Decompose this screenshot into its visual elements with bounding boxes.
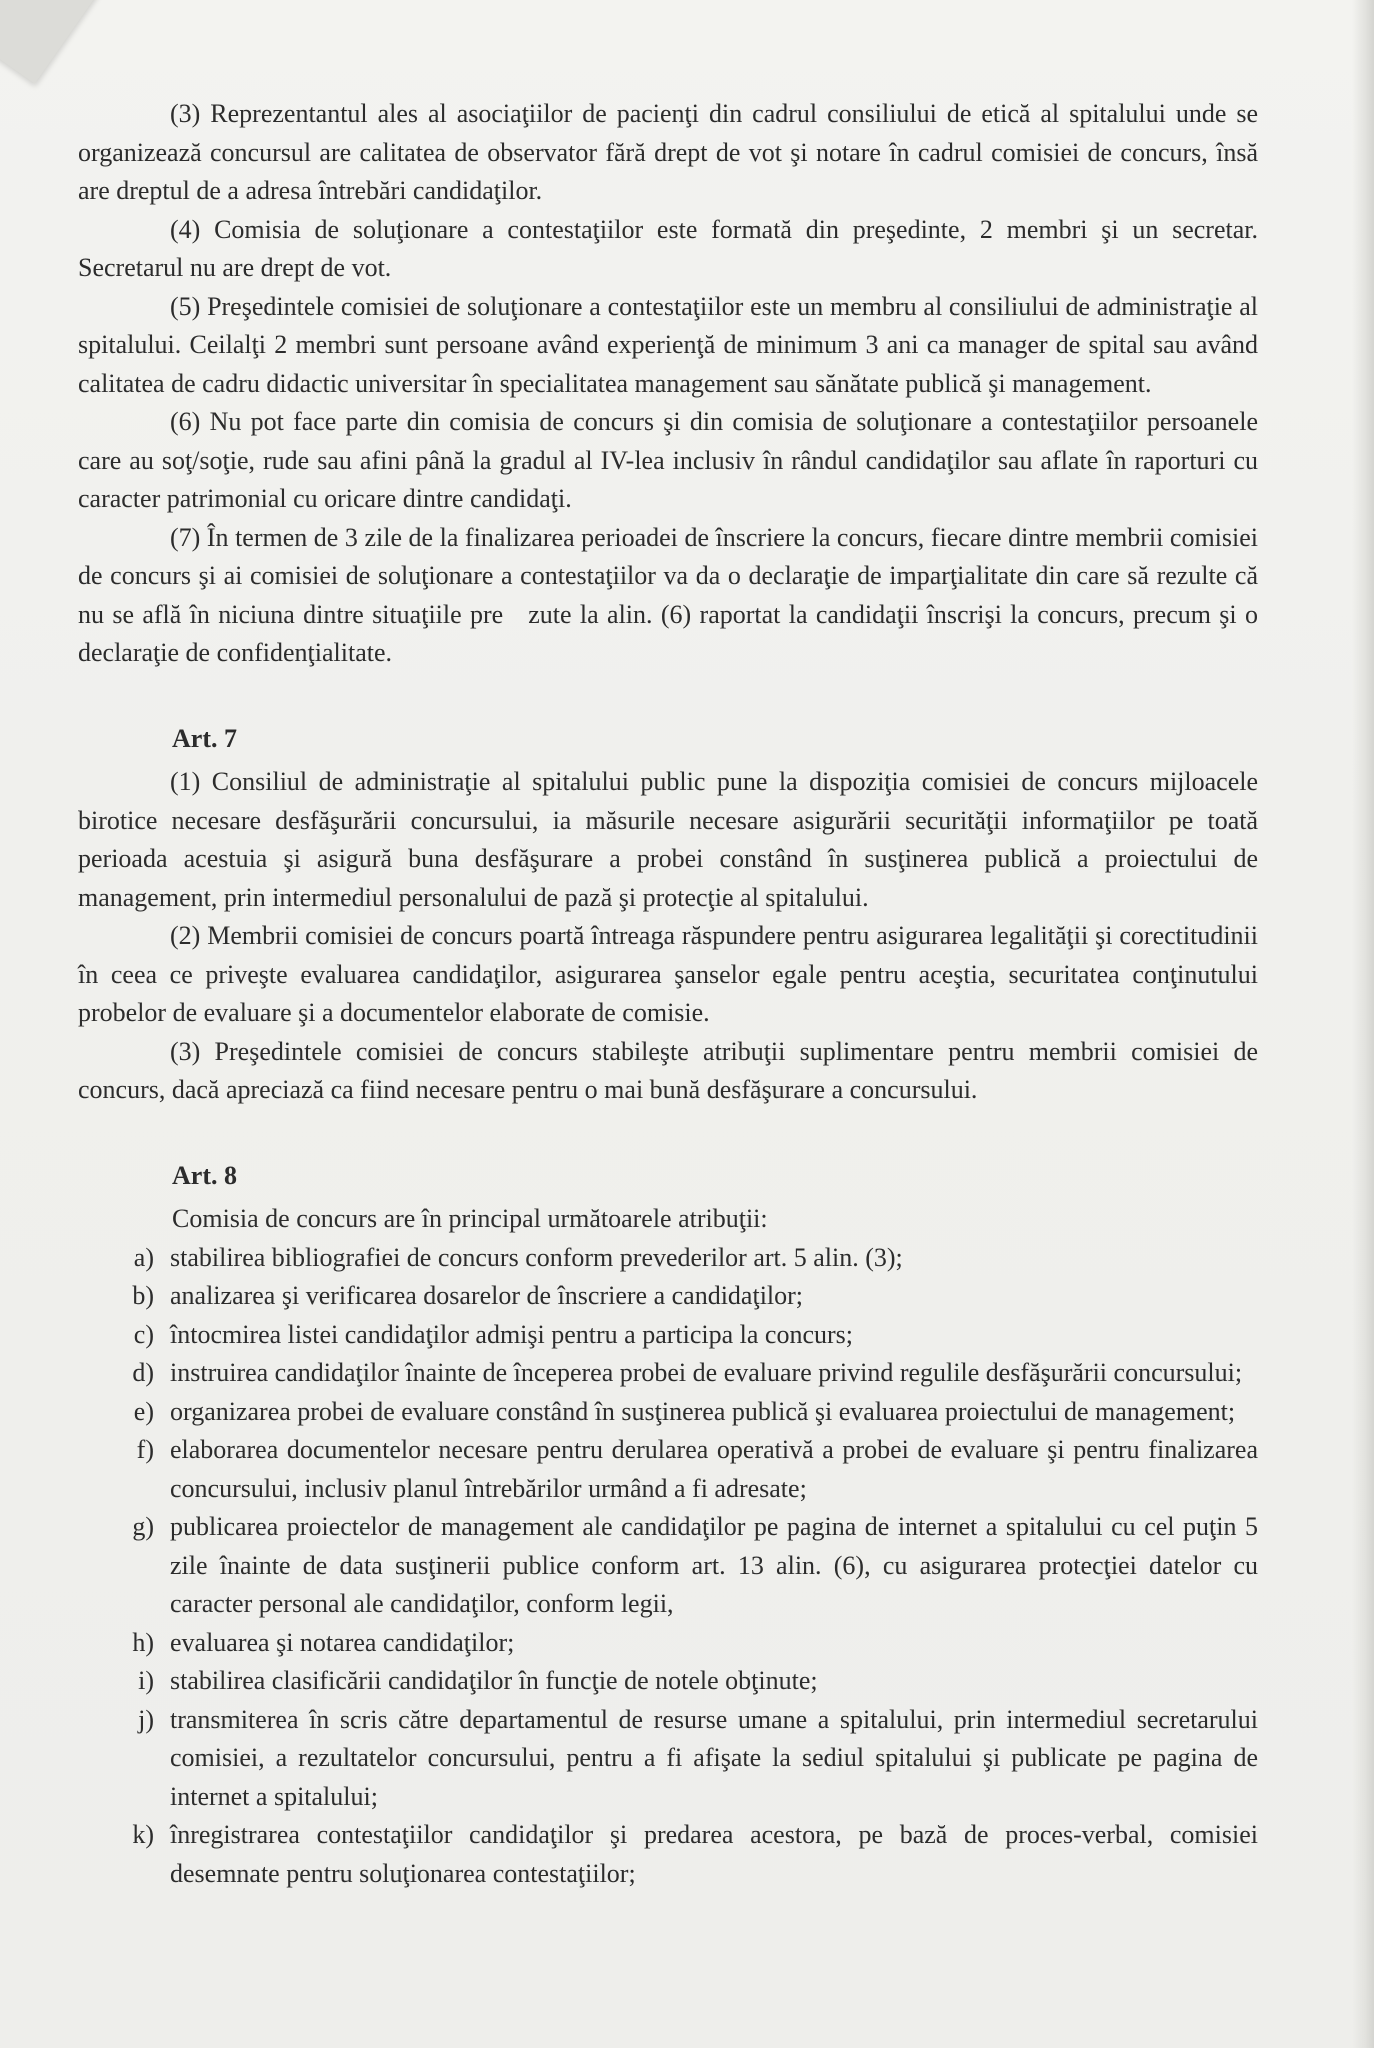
list-item xyxy=(78,1624,1258,1663)
art7-paragraph-2: (2) Membrii comisiei de concurs poartă întreaga răspundere pentru asigurarea legalităţii şi corectitudinii în ceea ce priveşte evaluarea candidaţilor, asigurarea şanselor egale pentru aceştia, securitatea conţinutului probelor de evaluare şi a documentelor elaborate de comisie. xyxy=(78,921,1258,1027)
list-item-text: analizarea şi verificarea dosarelor de înscriere a candidaţilor; xyxy=(170,1281,804,1310)
list-item xyxy=(78,1701,1258,1817)
list-item-text: publicarea proiectelor de management ale candidaţilor pe pagina de internet a spitalului cu cel puţin 5 zile înainte de data susţinerii publice conform art. 13 alin. (6), cu asigurarea protecţiei datelor cu caracter personal ale candidaţilor, conform legii, xyxy=(170,1512,1258,1618)
list-item-text: evaluarea şi notarea candidaţilor; xyxy=(170,1627,515,1657)
list-item xyxy=(78,1431,1258,1508)
paragraph-alin-5: (5) Preşedintele comisiei de soluţionare a contestaţiilor este un membru al consiliului de administraţie al spitalului. Ceilalţi 2 membri sunt persoane având experienţă de minimum 3 ani ca manager de spital sau având calitatea de cadru didactic universitar în specialitatea management sau sănătate publică şi management. xyxy=(78,291,1258,398)
list-item-letter: g) xyxy=(132,1512,154,1541)
list-item-letter: b) xyxy=(132,1281,154,1310)
paragraph-alin-4: (4) Comisia de soluţionare a contestaţiilor este formată din preşedinte, 2 membri şi un secretar. Secretarul nu are drept de vot. xyxy=(78,214,1258,282)
art8-attributions-list xyxy=(78,1239,1258,1894)
art8-intro: Comisia de concurs are în principal următoarele atribuţii: xyxy=(172,1204,768,1233)
paragraph-alin-3: (3) Reprezentantul ales al asociaţiilor de pacienţi din cadrul consiliului de etică al spitalului unde se organizează concursul are calitatea de observator fără drept de vot şi notare în cadrul comisiei de concurs, însă are dreptul de a adresa întrebări candidaţilor. xyxy=(78,99,1258,205)
list-item-letter: a) xyxy=(133,1242,154,1272)
list-item xyxy=(78,1662,1258,1701)
list-item xyxy=(78,1316,1258,1355)
list-item-letter: d) xyxy=(132,1358,154,1387)
list-item-text: elaborarea documentelor necesare pentru derularea operativă a probei de evaluare şi pentru finalizarea concursului, inclusiv planul întrebărilor urmând a fi adresate; xyxy=(170,1435,1258,1503)
list-item-text: înregistrarea contestaţiilor candidaţilor şi predarea acestora, pe bază de proces-verbal, comisiei desemnate pentru soluţionarea contestaţiilor; xyxy=(170,1820,1258,1888)
page-edge-shadow xyxy=(1352,0,1374,2048)
art7-paragraph-1: (1) Consiliul de administraţie al spitalului public pune la dispoziţia comisiei de concurs mijloacele birotice necesare desfăşurării concursului, ia măsurile necesare asigurării securităţii informaţiilor pe toată perioada acestuia şi asigură buna desfăşurare a probei constând în susţinerea publică a proiectului de management, prin intermediul personalului de pază şi protecţie al spitalului. xyxy=(78,767,1258,912)
list-item-letter: c) xyxy=(133,1319,154,1349)
list-item xyxy=(78,1354,1258,1393)
list-item xyxy=(78,1816,1258,1893)
document-body xyxy=(78,95,1258,1893)
paragraph-alin-6: (6) Nu pot face parte din comisia de concurs şi din comisia de soluţionare a contestaţiilor persoanele care au soţ/soţie, rude sau afini până la gradul al IV-lea inclusiv în rândul candidaţilor sau aflate în raporturi cu caracter patrimonial cu oricare dintre candidaţi. xyxy=(78,407,1258,513)
article-8-title: Art. 8 xyxy=(172,1160,237,1190)
art7-paragraph-3: (3) Preşedintele comisiei de concurs stabileşte atribuţii suplimentare pentru membrii comisiei de concurs, dacă apreciază ca fiind necesare pentru o mai bună desfăşurare a concursului. xyxy=(78,1036,1258,1104)
paragraph-alin-7: (7) În termen de 3 zile de la finalizarea perioadei de înscriere la concurs, fiecare dintre membrii comisiei de concurs şi ai comisiei de soluţionare a contestaţiilor va da o declaraţie de imparţialitate din care să rezulte că nu se află în niciuna dintre situaţiile pre zute la alin. (6) raportat la candidaţii înscrişi la concurs, precum şi o declaraţie de confidenţialitate. xyxy=(78,522,1258,667)
list-item-text: instruirea candidaţilor înainte de începerea probei de evaluare privind regulile desfăşurării concursului; xyxy=(170,1358,1243,1387)
list-item-letter: h) xyxy=(132,1627,154,1657)
list-item-text: întocmirea listei candidaţilor admişi pentru a participa la concurs; xyxy=(170,1319,853,1349)
list-item-letter: k) xyxy=(132,1820,154,1849)
list-item xyxy=(78,1277,1258,1316)
list-item xyxy=(78,1508,1258,1624)
article-7-title: Art. 7 xyxy=(172,723,237,753)
list-item-letter: j) xyxy=(138,1704,154,1734)
list-item-letter: e) xyxy=(133,1396,154,1426)
page-corner-fold xyxy=(0,0,104,84)
list-item-text: stabilirea bibliografiei de concurs conform prevederilor art. 5 alin. (3); xyxy=(170,1242,903,1272)
list-item-letter: i) xyxy=(138,1666,154,1695)
list-item-text: transmiterea în scris către departamentul de resurse umane a spitalului, prin intermediul secretarului comisiei, a rezultatelor concursului, pentru a fi afişate la sediul spitalului şi publicate pe pagina de internet a spitalului; xyxy=(170,1704,1258,1811)
list-item xyxy=(78,1393,1258,1432)
list-item-letter: f) xyxy=(136,1435,154,1464)
list-item-text: stabilirea clasificării candidaţilor în funcţie de notele obţinute; xyxy=(170,1666,818,1695)
list-item-text: organizarea probei de evaluare constând în susţinerea publică şi evaluarea proiectului de management; xyxy=(170,1396,1236,1426)
list-item xyxy=(78,1239,1258,1278)
